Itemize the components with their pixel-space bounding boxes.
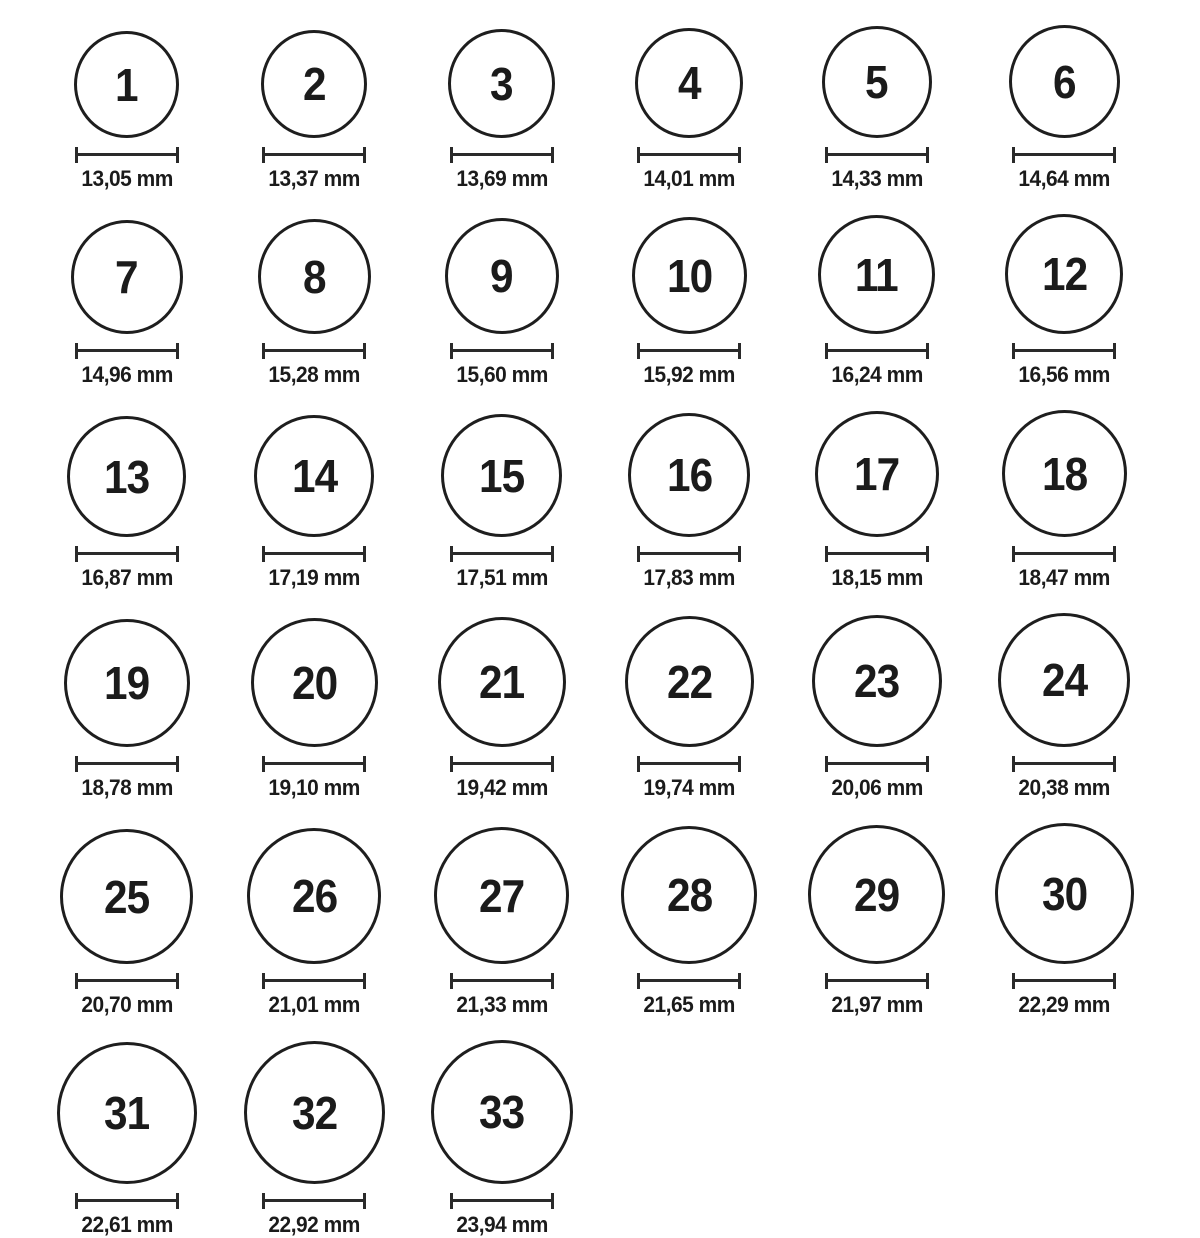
diameter-label: 23,94 mm xyxy=(456,1212,548,1237)
size-number: 6 xyxy=(1052,55,1076,108)
diameter-label: 22,29 mm xyxy=(1018,992,1110,1017)
diameter-measure-bar xyxy=(450,147,554,163)
diameter-measure-bar xyxy=(262,1193,366,1209)
diameter-label: 20,06 mm xyxy=(831,775,923,800)
size-number: 19 xyxy=(104,657,150,709)
size-number: 32 xyxy=(291,1086,337,1139)
size-number: 9 xyxy=(490,250,514,302)
ring-circle xyxy=(64,619,190,747)
diameter-label: 13,05 mm xyxy=(81,166,173,191)
diameter-measure-bar xyxy=(450,1193,554,1209)
diameter-measure-bar xyxy=(262,546,366,562)
size-cell xyxy=(57,1042,197,1238)
ring-circle xyxy=(431,1040,573,1184)
size-number: 25 xyxy=(104,870,150,923)
diameter-label: 14,96 mm xyxy=(81,362,173,387)
size-cell xyxy=(438,617,566,801)
size-cell xyxy=(71,220,183,388)
size-number: 28 xyxy=(666,869,712,921)
diameter-measure-bar xyxy=(75,756,179,772)
ring-circle xyxy=(815,411,939,537)
diameter-label: 18,78 mm xyxy=(81,775,173,800)
size-number: 8 xyxy=(302,250,326,303)
diameter-label: 15,92 mm xyxy=(643,362,735,387)
diameter-measure-bar xyxy=(1012,756,1116,772)
size-cell xyxy=(261,30,367,192)
diameter-measure-bar xyxy=(450,973,554,989)
size-number: 29 xyxy=(854,868,900,921)
size-number: 12 xyxy=(1041,248,1087,300)
size-number: 1 xyxy=(115,58,139,111)
size-number: 31 xyxy=(104,1087,150,1139)
diameter-label: 21,01 mm xyxy=(268,992,360,1017)
ring-circle xyxy=(621,826,757,964)
size-number: 23 xyxy=(854,655,900,707)
diameter-label: 17,83 mm xyxy=(643,565,735,590)
diameter-measure-bar xyxy=(637,973,741,989)
diameter-measure-bar xyxy=(637,343,741,359)
diameter-label: 21,97 mm xyxy=(831,992,923,1017)
size-cell xyxy=(995,823,1134,1018)
size-number: 21 xyxy=(479,656,525,708)
diameter-label: 17,19 mm xyxy=(268,565,360,590)
diameter-label: 16,24 mm xyxy=(831,362,923,387)
size-number: 17 xyxy=(854,448,900,500)
ring-circle xyxy=(998,613,1130,747)
diameter-label: 15,60 mm xyxy=(456,362,548,387)
size-cell xyxy=(808,825,945,1018)
diameter-measure-bar xyxy=(825,147,929,163)
diameter-label: 19,42 mm xyxy=(456,775,548,800)
ring-circle xyxy=(1002,410,1127,537)
size-cell xyxy=(998,613,1130,801)
diameter-measure-bar xyxy=(262,973,366,989)
size-number: 11 xyxy=(855,248,899,301)
size-number: 16 xyxy=(666,449,712,501)
size-cell xyxy=(822,26,932,192)
size-cell xyxy=(815,411,939,591)
diameter-label: 13,37 mm xyxy=(268,166,360,191)
diameter-label: 14,33 mm xyxy=(831,166,923,191)
size-cell xyxy=(441,414,562,591)
diameter-measure-bar xyxy=(75,147,179,163)
ring-circle xyxy=(74,31,179,138)
size-cell xyxy=(628,413,750,591)
size-cell xyxy=(818,215,935,388)
ring-circle xyxy=(247,828,381,964)
size-cell xyxy=(434,827,569,1018)
size-cell xyxy=(431,1040,573,1238)
ring-circle xyxy=(445,218,559,334)
ring-circle xyxy=(438,617,566,747)
size-number: 2 xyxy=(302,58,326,110)
size-cell xyxy=(448,29,555,192)
size-number: 10 xyxy=(666,249,712,302)
size-cell xyxy=(67,416,186,591)
diameter-label: 16,87 mm xyxy=(81,565,173,590)
ring-circle xyxy=(1009,25,1120,138)
diameter-measure-bar xyxy=(450,756,554,772)
size-number: 13 xyxy=(104,450,150,503)
size-number: 27 xyxy=(479,869,525,922)
size-cell xyxy=(635,28,743,192)
diameter-measure-bar xyxy=(75,343,179,359)
diameter-label: 20,38 mm xyxy=(1018,775,1110,800)
ring-circle xyxy=(822,26,932,138)
size-number: 4 xyxy=(677,57,701,109)
size-cell xyxy=(74,31,179,192)
diameter-measure-bar xyxy=(825,756,929,772)
size-cell xyxy=(445,218,559,388)
ring-circle xyxy=(254,415,374,537)
diameter-measure-bar xyxy=(1012,147,1116,163)
diameter-measure-bar xyxy=(1012,973,1116,989)
diameter-measure-bar xyxy=(637,756,741,772)
diameter-label: 18,15 mm xyxy=(831,565,923,590)
ring-circle xyxy=(1005,214,1123,334)
diameter-label: 21,33 mm xyxy=(456,992,548,1017)
diameter-label: 19,10 mm xyxy=(268,775,360,800)
size-cell xyxy=(258,219,371,388)
ring-circle xyxy=(995,823,1134,964)
diameter-label: 21,65 mm xyxy=(643,992,735,1017)
ring-circle xyxy=(60,829,193,964)
ring-circle xyxy=(258,219,371,334)
ring-circle xyxy=(57,1042,197,1184)
size-number: 18 xyxy=(1041,447,1087,500)
size-cell xyxy=(632,217,747,388)
diameter-label: 18,47 mm xyxy=(1018,565,1110,590)
size-number: 30 xyxy=(1041,867,1087,920)
size-cell xyxy=(1009,25,1120,192)
ring-circle xyxy=(441,414,562,537)
size-cell xyxy=(244,1041,385,1238)
diameter-label: 14,01 mm xyxy=(643,166,735,191)
diameter-measure-bar xyxy=(75,973,179,989)
size-cell xyxy=(1002,410,1127,591)
size-number: 24 xyxy=(1041,654,1087,706)
ring-circle xyxy=(812,615,942,747)
diameter-measure-bar xyxy=(262,147,366,163)
diameter-label: 20,70 mm xyxy=(81,992,173,1017)
ring-circle xyxy=(434,827,569,964)
diameter-measure-bar xyxy=(450,343,554,359)
diameter-measure-bar xyxy=(1012,343,1116,359)
diameter-label: 13,69 mm xyxy=(456,166,548,191)
size-cell xyxy=(247,828,381,1018)
size-number: 3 xyxy=(490,57,514,110)
ring-circle xyxy=(448,29,555,138)
diameter-label: 17,51 mm xyxy=(456,565,548,590)
size-number: 15 xyxy=(479,449,525,502)
size-cell xyxy=(64,619,190,801)
ring-circle xyxy=(635,28,743,138)
diameter-label: 14,64 mm xyxy=(1018,166,1110,191)
diameter-measure-bar xyxy=(637,147,741,163)
diameter-measure-bar xyxy=(450,546,554,562)
diameter-label: 22,92 mm xyxy=(268,1212,360,1237)
diameter-measure-bar xyxy=(825,343,929,359)
size-number: 5 xyxy=(865,56,889,108)
ring-circle xyxy=(625,616,754,747)
size-number: 22 xyxy=(666,655,712,708)
ring-circle xyxy=(808,825,945,964)
size-cell xyxy=(254,415,374,591)
ring-circle xyxy=(632,217,747,334)
diameter-measure-bar xyxy=(262,343,366,359)
size-cell xyxy=(1005,214,1123,388)
ring-circle xyxy=(71,220,183,334)
diameter-measure-bar xyxy=(75,546,179,562)
ring-circle xyxy=(261,30,367,138)
size-cell xyxy=(812,615,942,801)
diameter-measure-bar xyxy=(825,546,929,562)
ring-circle xyxy=(818,215,935,334)
size-number: 14 xyxy=(291,450,337,502)
diameter-measure-bar xyxy=(1012,546,1116,562)
size-cell xyxy=(625,616,754,801)
diameter-measure-bar xyxy=(75,1193,179,1209)
ring-circle xyxy=(67,416,186,537)
size-cell xyxy=(60,829,193,1018)
size-number: 7 xyxy=(115,251,139,303)
diameter-label: 19,74 mm xyxy=(643,775,735,800)
ring-circle xyxy=(628,413,750,537)
size-number: 33 xyxy=(479,1086,525,1138)
size-number: 26 xyxy=(291,870,337,922)
size-number: 20 xyxy=(291,656,337,709)
diameter-label: 16,56 mm xyxy=(1018,362,1110,387)
diameter-label: 15,28 mm xyxy=(268,362,360,387)
diameter-measure-bar xyxy=(825,973,929,989)
diameter-measure-bar xyxy=(262,756,366,772)
diameter-measure-bar xyxy=(637,546,741,562)
ring-circle xyxy=(251,618,378,747)
ring-circle xyxy=(244,1041,385,1184)
diameter-label: 22,61 mm xyxy=(81,1212,173,1237)
size-cell xyxy=(621,826,757,1018)
size-cell xyxy=(251,618,378,801)
